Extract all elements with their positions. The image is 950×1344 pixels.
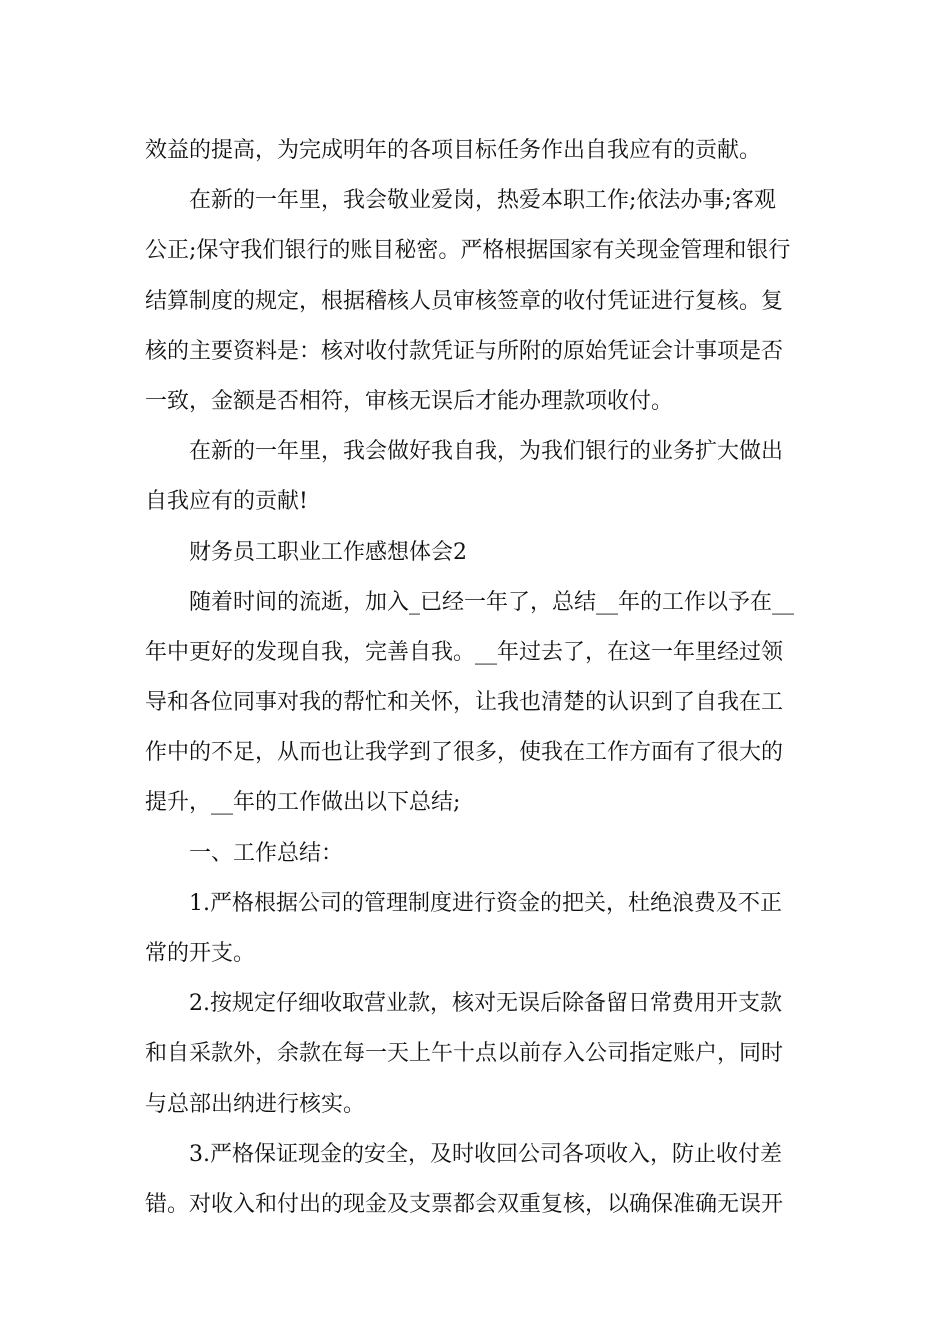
- text-line: 和自采款外，余款在每一天上午十点以前存入公司指定账户，同时: [145, 1041, 784, 1067]
- text-line: 一致，金额是否相符，审核无误后才能办理款项收付。: [145, 388, 674, 414]
- list-item-line: 3.严格保证现金的安全，及时收回公司各项收入，防止收付差: [189, 1141, 782, 1167]
- text-line: 效益的提高，为完成明年的各项目标任务作出自我应有的贡献。: [145, 138, 762, 163]
- text-line: 提升，__年的工作做出以下总结;: [145, 790, 461, 816]
- list-item-line: 2.按规定仔细收取营业款，核对无误后除备留日常费用开支款: [189, 991, 782, 1017]
- text-line: 年中更好的发现自我，完善自我。__年过去了，在这一年里经过领: [145, 639, 784, 665]
- text-line: 自我应有的贡献!: [145, 489, 308, 515]
- text-line: 公正;保守我们银行的账目秘密。严格根据国家有关现金管理和银行: [145, 238, 791, 264]
- text-line: 随着时间的流逝，加入_已经一年了，总结__年的工作以予在__: [189, 589, 795, 615]
- text-line: 作中的不足，从而也让我学到了很多，使我在工作方面有了很大的: [145, 740, 784, 766]
- section-heading: 财务员工职业工作感想体会2: [189, 539, 467, 565]
- list-item-line: 1.严格根据公司的管理制度进行资金的把关，杜绝浪费及不正: [189, 890, 782, 916]
- text-line: 在新的一年里，我会做好我自我，为我们银行的业务扩大做出: [189, 439, 784, 465]
- text-line: 在新的一年里，我会敬业爱岗，热爱本职工作;依法办事;客观: [189, 188, 776, 214]
- text-line: 导和各位同事对我的帮忙和关怀，让我也清楚的认识到了自我在工: [145, 690, 784, 716]
- document-body: [145, 126, 809, 1230]
- text-line: 核的主要资料是：核对收付款凭证与所附的原始凭证会计事项是否: [145, 338, 784, 364]
- subsection-heading: 一、工作总结：: [189, 840, 344, 866]
- text-line: 错。对收入和付出的现金及支票都会双重复核，以确保准确无误开: [145, 1191, 784, 1217]
- text-line: 结算制度的规定，根据稽核人员审核签章的收付凭证进行复核。复: [145, 288, 784, 314]
- text-line: 常的开支。: [145, 941, 256, 966]
- text-line: 与总部出纳进行核实。: [145, 1091, 366, 1117]
